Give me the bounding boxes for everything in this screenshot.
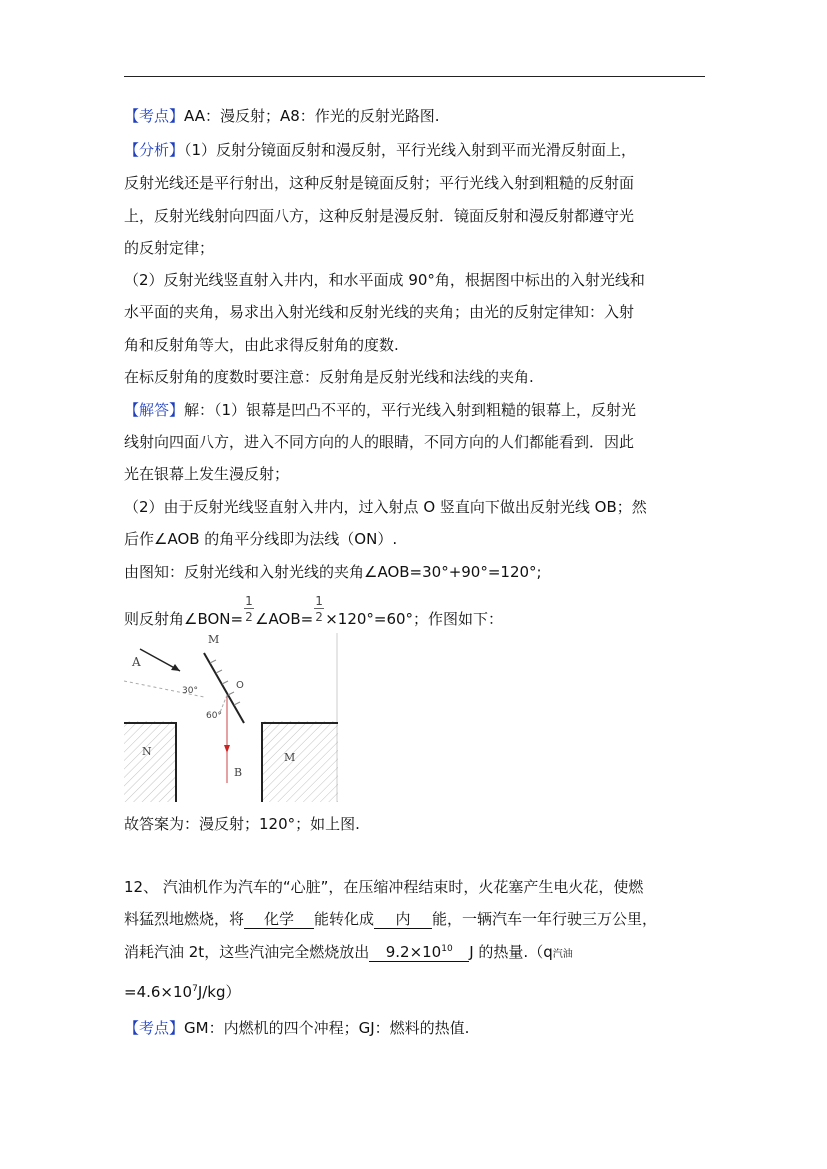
kaodian-line bbox=[124, 106, 440, 126]
blank-3 bbox=[369, 943, 469, 962]
jieda-line-2: 线射向四面八方，进入不同方向的人的眼睛，不同方向的人们都能看到．因此 bbox=[124, 433, 635, 451]
jieda-line-5: 后作∠AOB 的角平分线即为法线（ON）. bbox=[124, 530, 398, 548]
frac1-num: 1 bbox=[245, 594, 253, 608]
jieda-line-4: （2）由于反射光线竖直射入井内，过入射点 O 竖直向下做出反射光线 OB；然 bbox=[124, 498, 647, 516]
blank-1: 化学 bbox=[244, 910, 314, 929]
q12-line-2 bbox=[124, 909, 657, 929]
fenxi-line-1 bbox=[124, 140, 636, 160]
blank3-unit: J bbox=[469, 943, 474, 961]
frac2-den: 2 bbox=[315, 610, 323, 624]
q12-kaodian-tag: 【考点】 bbox=[124, 1019, 185, 1037]
kaodian-text: AA：漫反射；A8：作光的反射光路图. bbox=[184, 107, 440, 125]
fenxi-tag: 【分析】 bbox=[124, 141, 185, 159]
fenxi-line-2: 反射光线还是平行射出，这种反射是镜面反射；平行光线入射到粗糙的反射面 bbox=[124, 174, 635, 192]
label-angle30: 30° bbox=[182, 686, 198, 696]
q12-text-f: =4.6×10 bbox=[124, 983, 193, 1001]
q12-sub: 汽油 bbox=[552, 949, 573, 960]
jieda-line-3: 光在银幕上发生漫反射； bbox=[124, 465, 290, 483]
reflection-diagram bbox=[124, 633, 338, 802]
label-ground-right: M bbox=[284, 751, 296, 764]
jieda-tag: 【解答】 bbox=[124, 401, 185, 419]
blank3-exp: 10 bbox=[441, 944, 453, 954]
label-point-o: O bbox=[236, 680, 244, 691]
reflection-suffix: ×120°=60°；作图如下： bbox=[325, 610, 504, 628]
kaodian-tag: 【考点】 bbox=[124, 107, 185, 125]
label-angle60: 60° bbox=[206, 711, 222, 721]
q12-line-1: 12、 汽油机作为汽车的“心脏”，在压缩冲程结束时，火花塞产生电火花，使燃 bbox=[124, 878, 644, 896]
fenxi-line-6: 水平面的夹角，易求出入射光线和反射光线的夹角；由光的反射定律知：入射 bbox=[124, 303, 635, 321]
frac2-num: 1 bbox=[315, 594, 323, 608]
q12-text-b: 能转化成 bbox=[314, 910, 375, 928]
frac1-den: 2 bbox=[245, 610, 253, 624]
q12-text-c: 能，一辆汽车一年行驶三万公里， bbox=[432, 910, 658, 928]
jieda-line-6: 由图知：反射光线和入射光线的夹角∠AOB=30°+90°=120°; bbox=[124, 563, 542, 581]
blank3-base: 9.2×10 bbox=[385, 943, 442, 961]
blank-2: 内 bbox=[374, 910, 432, 929]
reflection-prefix: 则反射角∠BON= bbox=[124, 610, 244, 628]
ground-right-hatch bbox=[262, 721, 338, 802]
q12-exp: 7 bbox=[192, 984, 198, 994]
q12-kaodian-text: GM：内燃机的四个冲程；GJ：燃料的热值. bbox=[184, 1019, 470, 1037]
q12-text-d: 消耗汽油 2t，这些汽油完全燃烧放出 bbox=[124, 943, 370, 961]
fenxi-line-5: （2）反射光线竖直射入井内，和水平面成 90°角，根据图中标出的入射光线和 bbox=[124, 271, 645, 289]
fenxi-text: （1）反射分镜面反射和漫反射，平行光线入射到平而光滑反射面上， bbox=[184, 141, 637, 159]
q12-kaodian-line bbox=[124, 1018, 469, 1038]
answer-line: 故答案为：漫反射；120°；如上图. bbox=[124, 815, 360, 833]
q12-line-3 bbox=[124, 942, 573, 965]
fraction-half-1 bbox=[243, 594, 255, 629]
header-rule bbox=[124, 76, 705, 77]
q12-text-g: J/kg） bbox=[197, 983, 241, 1001]
label-mirror: M bbox=[208, 633, 220, 646]
label-incident: A bbox=[132, 655, 141, 669]
ground-left-hatch bbox=[124, 721, 176, 802]
label-ground-left: N bbox=[142, 745, 152, 758]
fenxi-line-4: 的反射定律； bbox=[124, 239, 215, 257]
q12-text-e: 的热量.（q bbox=[478, 943, 553, 961]
q12-text-a: 料猛烈地燃烧，将 bbox=[124, 910, 245, 928]
fenxi-line-7: 角和反射角等大，由此求得反射角的度数. bbox=[124, 336, 399, 354]
fenxi-line-3: 上，反射光线射向四面八方，这种反射是漫反射．镜面反射和漫反射都遵守光 bbox=[124, 207, 635, 225]
fraction-half-2 bbox=[313, 594, 325, 629]
label-reflected: B bbox=[234, 766, 243, 779]
q12-line-4 bbox=[124, 982, 241, 1002]
reflection-angle-line bbox=[124, 594, 504, 629]
jieda-line-1 bbox=[124, 400, 636, 420]
reflection-middle: ∠AOB= bbox=[255, 610, 314, 628]
fenxi-line-8: 在标反射角的度数时要注意：反射角是反射光线和法线的夹角. bbox=[124, 368, 534, 386]
jieda-text: 解：（1）银幕是凹凸不平的，平行光线入射到粗糙的银幕上，反射光 bbox=[184, 401, 637, 419]
